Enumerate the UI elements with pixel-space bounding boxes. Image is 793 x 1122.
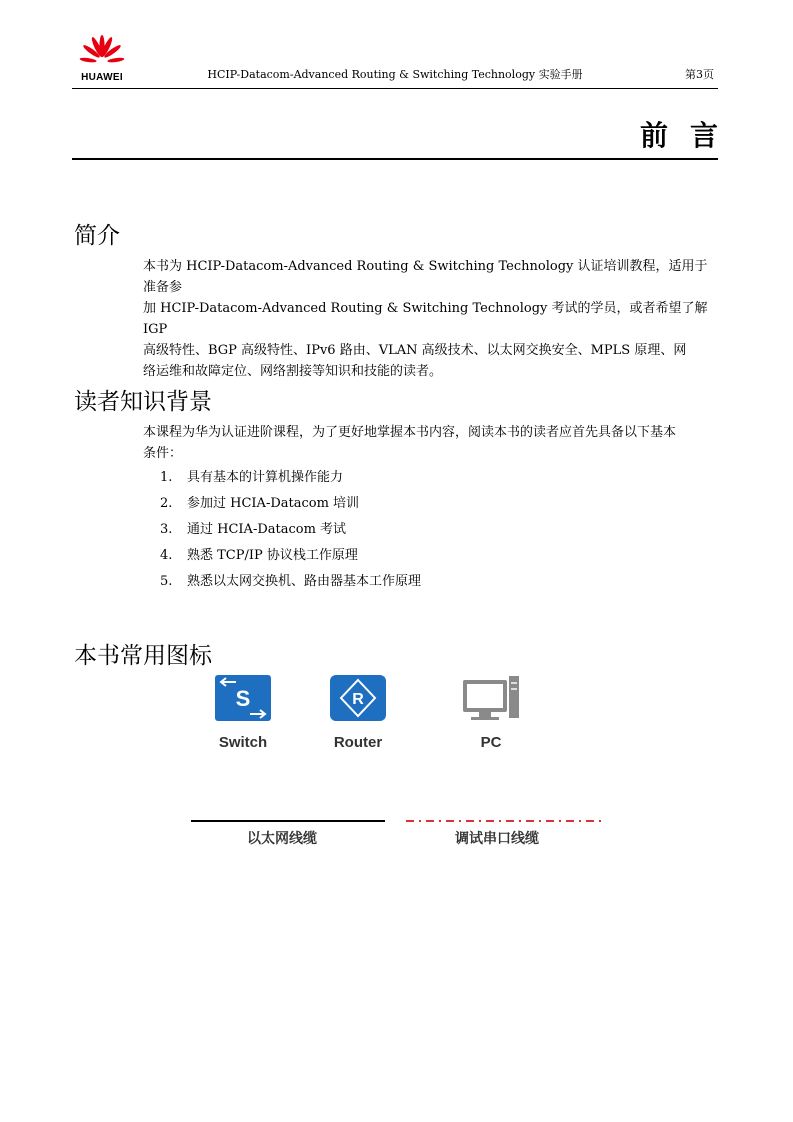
list-item	[143, 465, 421, 491]
intro-line: 加 HCIP-Datacom-Advanced Routing & Switching Technology 考试的学员，或者希望了解 IGP	[143, 301, 708, 337]
serial-cable-line	[406, 818, 602, 824]
list-number: 3.	[160, 522, 173, 537]
intro-paragraph	[143, 256, 718, 382]
router-glyph: R	[352, 691, 364, 708]
switch-icon	[214, 674, 272, 722]
pc-label: PC	[480, 734, 502, 751]
list-number: 4.	[160, 548, 173, 563]
list-number: 1.	[160, 470, 173, 485]
router-icon	[329, 674, 387, 722]
intro-line: 高级特性、BGP 高级特性、IPv6 路由、VLAN 高级技术、以太网交换安全、MPLS 原理、网	[143, 343, 687, 358]
switch-glyph: S	[235, 686, 251, 711]
list-number: 2.	[160, 496, 173, 511]
pc-icon	[461, 674, 521, 722]
section-heading-intro: 简介	[74, 223, 120, 249]
list-text: 熟悉以太网交换机、路由器基本工作原理	[187, 574, 422, 589]
list-text: 通过 HCIA-Datacom 考试	[187, 522, 347, 537]
page-title: 前言	[639, 119, 740, 152]
section-heading-background: 读者知识背景	[74, 389, 212, 415]
ethernet-cable-line	[191, 818, 385, 824]
intro-line: 本书为 HCIP-Datacom-Advanced Routing & Switching Technology 认证培训教程，适用于准备参	[143, 259, 708, 295]
list-text: 具有基本的计算机操作能力	[187, 470, 344, 485]
list-number: 5.	[160, 574, 173, 589]
intro-line: 络运维和故障定位、网络割接等知识和技能的读者。	[143, 364, 443, 379]
switch-label: Switch	[218, 734, 268, 751]
background-paragraph	[143, 422, 718, 464]
serial-cable-label: 调试串口线缆	[455, 831, 539, 847]
list-item	[143, 491, 421, 517]
page-number: 第3页	[685, 68, 714, 81]
list-item	[143, 543, 421, 569]
document-title: HCIP-Datacom-Advanced Routing & Switching Technology 实验手册	[207, 68, 583, 81]
background-line: 条件：	[143, 446, 183, 461]
list-item	[143, 517, 421, 543]
background-line: 本课程为华为认证进阶课程，为了更好地掌握本书内容，阅读本书的读者应首先具备以下基本	[143, 425, 677, 440]
ethernet-cable-label: 以太网线缆	[247, 831, 317, 847]
router-label: Router	[333, 734, 383, 751]
list-text: 熟悉 TCP/IP 协议栈工作原理	[187, 548, 358, 563]
page-header	[72, 34, 718, 89]
list-item	[143, 569, 421, 595]
section-heading-icons: 本书常用图标	[74, 643, 212, 669]
pc-legend	[446, 674, 536, 751]
router-legend	[313, 674, 403, 751]
list-text: 参加过 HCIA-Datacom 培训	[187, 496, 360, 511]
brand-name: HUAWEI	[81, 72, 123, 83]
title-divider	[72, 158, 718, 160]
prerequisite-list	[143, 465, 421, 595]
switch-legend	[198, 674, 288, 751]
